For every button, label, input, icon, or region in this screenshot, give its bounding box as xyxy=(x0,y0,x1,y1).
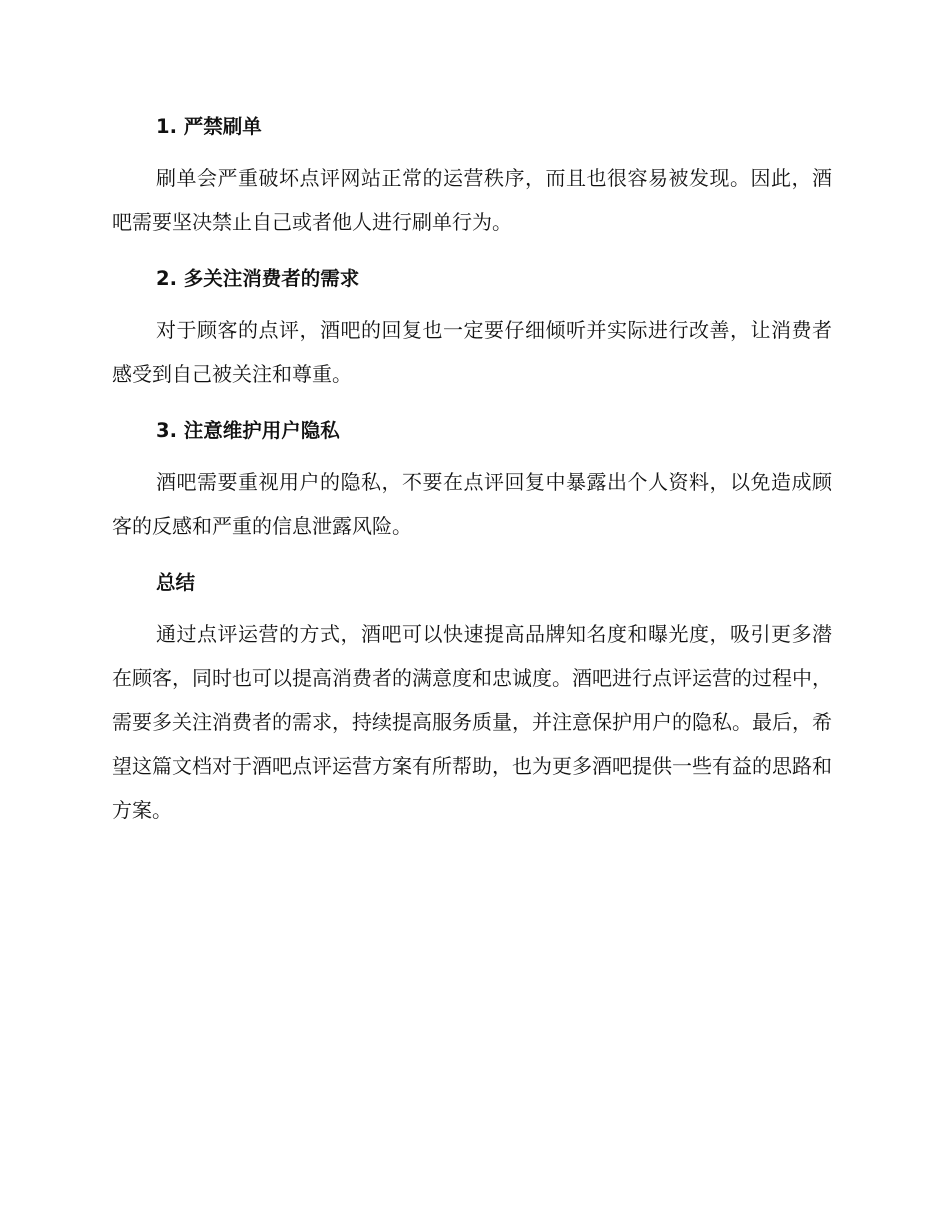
section-consumer-needs xyxy=(112,262,832,396)
section-heading: 1. 严禁刷单 xyxy=(156,115,262,138)
section-paragraph: 通过点评运营的方式，酒吧可以快速提高品牌知名度和曝光度，吸引更多潜在顾客，同时也可以提高消费者的满意度和忠诚度。酒吧进行点评运营的过程中，需要多关注消费者的需求，持续提高服务质量，并注意保护用户的隐私。最后，希望这篇文档对于酒吧点评运营方案有所帮助，也为更多酒吧提供一些有益的思路和方案。 xyxy=(112,622,832,822)
section-no-fake-orders xyxy=(112,110,832,244)
section-heading: 总结 xyxy=(156,571,196,594)
section-summary xyxy=(112,566,832,832)
section-user-privacy xyxy=(112,414,832,548)
section-paragraph: 酒吧需要重视用户的隐私，不要在点评回复中暴露出个人资料，以免造成顾客的反感和严重的信息泄露风险。 xyxy=(112,470,832,538)
section-heading: 3. 注意维护用户隐私 xyxy=(156,419,340,442)
section-heading: 2. 多关注消费者的需求 xyxy=(156,267,360,290)
section-paragraph: 对于顾客的点评，酒吧的回复也一定要仔细倾听并实际进行改善，让消费者感受到自己被关注和尊重。 xyxy=(112,318,832,386)
section-paragraph: 刷单会严重破坏点评网站正常的运营秩序，而且也很容易被发现。因此，酒吧需要坚决禁止自己或者他人进行刷单行为。 xyxy=(112,166,832,234)
